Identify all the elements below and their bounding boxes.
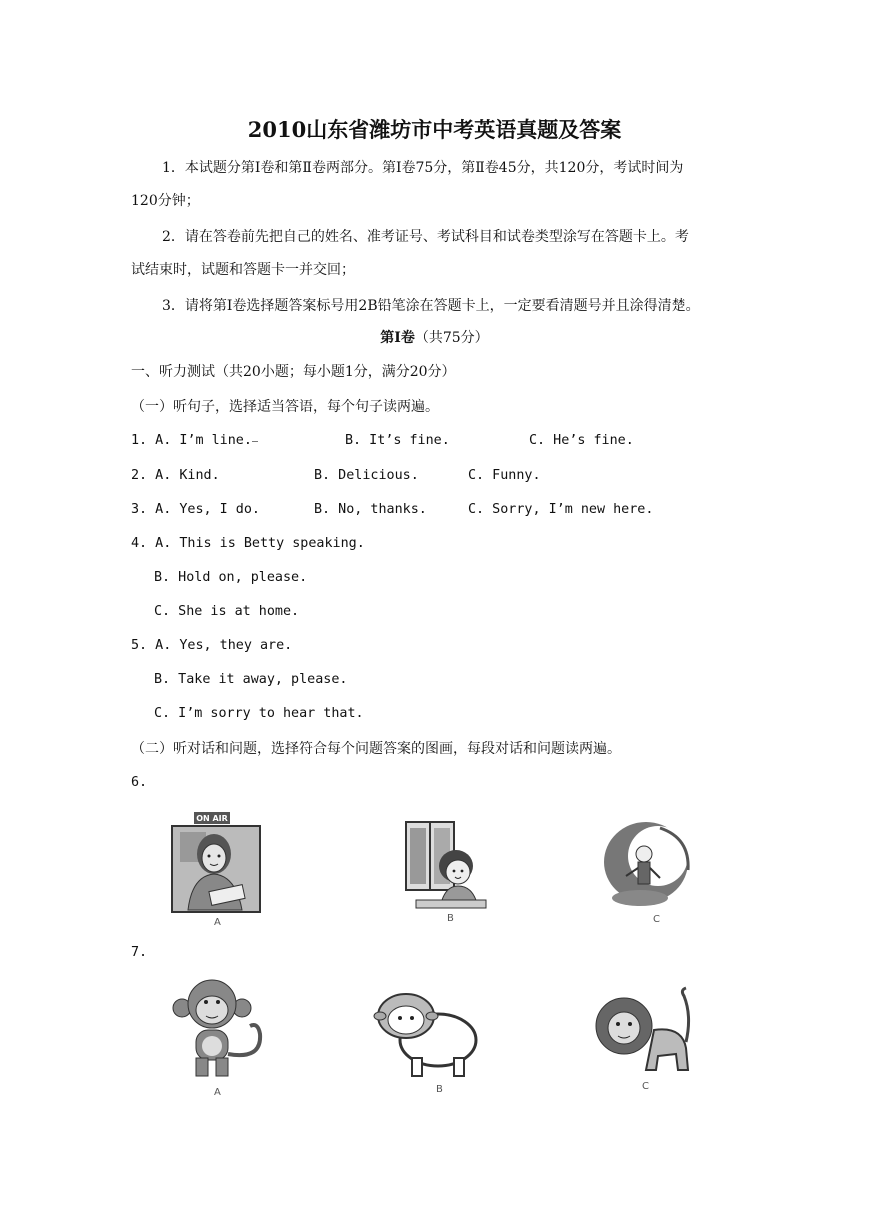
q6-caption-a: A <box>214 917 221 928</box>
part1-sub2: （二）听对话和问题，选择符合每个问题答案的图画，每段对话和问题读两遍。 <box>131 741 621 757</box>
page-title: 2010山东省潍坊市中考英语真题及答案 <box>247 117 622 142</box>
q5-option-c: C. I’m sorry to hear that. <box>154 706 364 721</box>
q6-caption-b: B <box>447 913 454 924</box>
q5-option-a: 5. A. Yes, they are. <box>131 638 293 653</box>
instruction-3: 3．请将第Ⅰ卷选择题答案标号用2B铅笔涂在答题卡上，一定要看清题号并且涂得清楚。 <box>162 298 700 314</box>
instruction-1-line-1: 1．本试题分第Ⅰ卷和第Ⅱ卷两部分。第Ⅰ卷75分，第Ⅱ卷45分，共120分，考试时间为 <box>162 160 684 176</box>
part1-sub1: （一）听句子，选择适当答语，每个句子读两遍。 <box>131 399 439 415</box>
q3-option-a: 3. A. Yes, I do. <box>131 502 260 517</box>
q7-caption-c: C <box>642 1081 649 1092</box>
q2-option-b: B. Delicious. <box>314 468 419 483</box>
q1-option-b: B. It’s fine. <box>345 433 450 448</box>
part1-heading: 一、听力测试（共20小题；每小题1分，满分20分） <box>131 364 456 380</box>
q7-picture-a-monkey <box>170 978 270 1086</box>
instruction-2-line-1: 2．请在答卷前先把自己的姓名、准考证号、考试科目和试卷类型涂写在答题卡上。考 <box>162 229 689 245</box>
q7-number: 7. <box>131 945 148 960</box>
q6-picture-a-radio-host <box>170 810 266 916</box>
q4-option-a: 4. A. This is Betty speaking. <box>131 536 365 551</box>
q7-caption-a: A <box>214 1087 221 1098</box>
q2-option-a: 2. A. Kind. <box>131 468 220 483</box>
q6-picture-c-moon-figure <box>600 818 696 914</box>
q4-option-b: B. Hold on, please. <box>154 570 308 585</box>
section-heading-bold: 第Ⅰ卷 <box>380 330 415 346</box>
q1-option-a: 1. A. I’m line. <box>131 433 252 448</box>
q7-picture-c-lion <box>594 986 698 1082</box>
q1-option-c: C. He’s fine. <box>529 433 634 448</box>
q4-option-c: C. She is at home. <box>154 604 300 619</box>
instruction-2-line-2: 试结束时，试题和答题卡一并交回； <box>131 262 355 278</box>
q6-number: 6. <box>131 775 148 790</box>
q7-picture-b-sheep <box>372 986 484 1084</box>
on-air-sign: ON AIR <box>196 814 228 823</box>
q3-option-b: B. No, thanks. <box>314 502 427 517</box>
q3-option-c: C. Sorry, I’m new here. <box>468 502 654 517</box>
q1-underline-mark <box>252 441 258 442</box>
q6-picture-b-girl-studying <box>404 820 490 912</box>
q7-caption-b: B <box>436 1084 443 1095</box>
instruction-1-line-2: 120分钟； <box>131 193 200 209</box>
section-heading <box>0 328 869 348</box>
q5-option-b: B. Take it away, please. <box>154 672 348 687</box>
q6-caption-c: C <box>653 914 660 925</box>
q2-option-c: C. Funny. <box>468 468 541 483</box>
section-heading-points: （共75分） <box>414 330 489 346</box>
